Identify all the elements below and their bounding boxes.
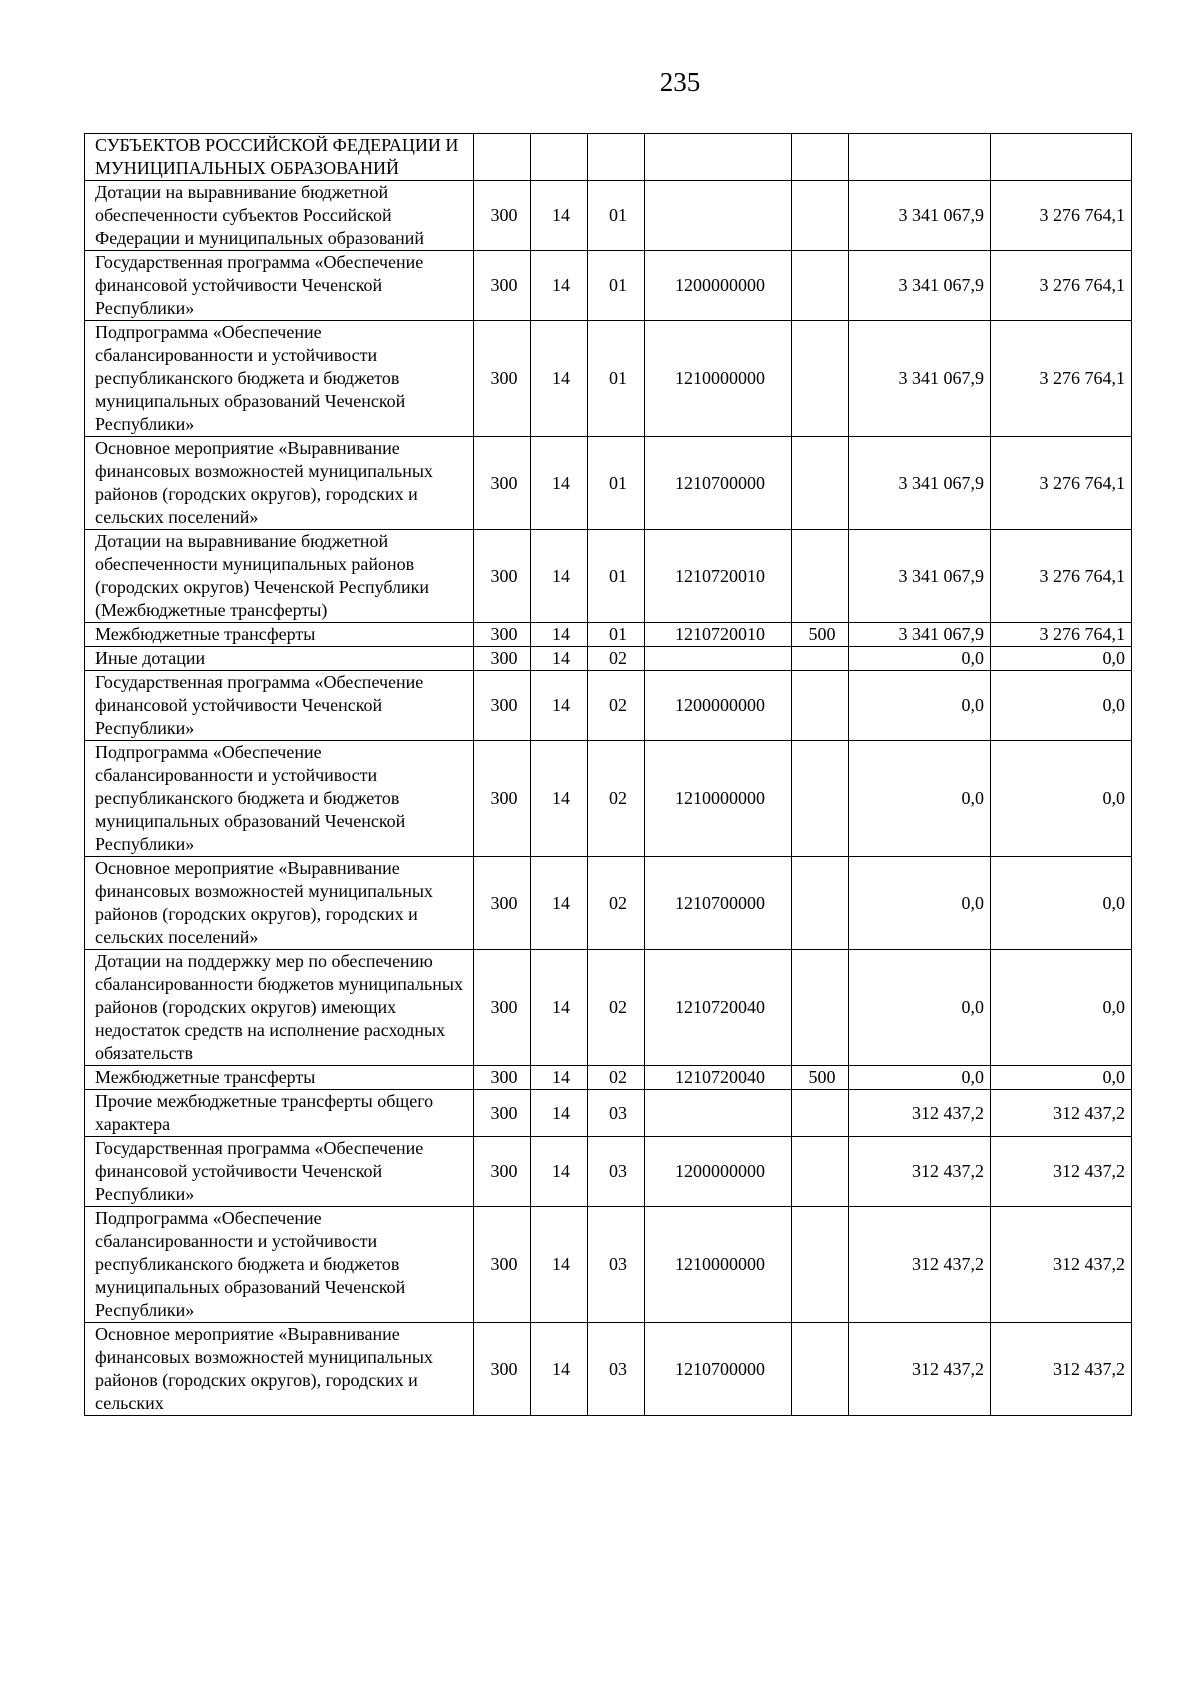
table-row [85,134,1132,181]
target-article-code-cell: 1210720040 [645,950,792,1066]
item-name-cell: Дотации на выравнивание бюджетной обеспеченности муниципальных районов (городских округов) Чеченской Республики (Межбюджетные трансферты) [85,530,474,623]
ministry-code-cell: 300 [474,623,531,647]
ministry-code-cell: 300 [474,251,531,321]
section-code-cell: 14 [531,671,588,741]
table-row [85,321,1132,437]
expense-type-code-cell [792,321,849,437]
table-row [85,1090,1132,1137]
table-row [85,671,1132,741]
table-row [85,181,1132,251]
target-article-code-cell: 1210700000 [645,857,792,950]
expense-type-code-cell [792,741,849,857]
subsection-code-cell: 03 [588,1137,645,1207]
target-article-code-cell: 1210720040 [645,1066,792,1090]
item-name-cell: СУБЪЕКТОВ РОССИЙСКОЙ ФЕДЕРАЦИИ И МУНИЦИПАЛЬНЫХ ОБРАЗОВАНИЙ [85,134,474,181]
subsection-code-cell: 01 [588,623,645,647]
expense-type-code-cell [792,1323,849,1416]
page-number: 235 [659,67,701,97]
table-row [85,1066,1132,1090]
section-code-cell: 14 [531,1090,588,1137]
subsection-code-cell: 02 [588,1066,645,1090]
target-article-code-cell: 1210700000 [645,437,792,530]
amount-year2-cell: 312 437,2 [991,1323,1132,1416]
section-code-cell [531,134,588,181]
subsection-code-cell: 03 [588,1207,645,1323]
amount-year1-cell: 0,0 [849,1066,991,1090]
section-code-cell: 14 [531,437,588,530]
section-code-cell: 14 [531,251,588,321]
target-article-code-cell: 1200000000 [645,251,792,321]
expense-type-code-cell [792,1207,849,1323]
expense-type-code-cell [792,181,849,251]
item-name-cell: Межбюджетные трансферты [85,623,474,647]
ministry-code-cell: 300 [474,437,531,530]
item-name-cell: Иные дотации [85,647,474,671]
section-code-cell: 14 [531,647,588,671]
ministry-code-cell: 300 [474,1090,531,1137]
item-name-cell: Государственная программа «Обеспечение финансовой устойчивости Чеченской Республики» [85,671,474,741]
expense-type-code-cell [792,950,849,1066]
expense-type-code-cell [792,437,849,530]
ministry-code-cell: 300 [474,1207,531,1323]
target-article-code-cell: 1210000000 [645,741,792,857]
amount-year1-cell: 0,0 [849,857,991,950]
item-name-cell: Межбюджетные трансферты [85,1066,474,1090]
amount-year2-cell: 3 276 764,1 [991,437,1132,530]
subsection-code-cell: 02 [588,647,645,671]
amount-year2-cell [991,134,1132,181]
item-name-cell: Дотации на поддержку мер по обеспечению сбалансированности бюджетов муниципальных районов (городских округов) имеющих недостаток средств на исполнение расходных обязательств [85,950,474,1066]
expense-type-code-cell [792,647,849,671]
ministry-code-cell: 300 [474,181,531,251]
section-code-cell: 14 [531,857,588,950]
amount-year2-cell: 3 276 764,1 [991,321,1132,437]
budget-table [84,133,1132,1416]
target-article-code-cell [645,181,792,251]
amount-year2-cell: 0,0 [991,857,1132,950]
amount-year2-cell: 312 437,2 [991,1090,1132,1137]
amount-year2-cell: 0,0 [991,647,1132,671]
target-article-code-cell: 1200000000 [645,1137,792,1207]
target-article-code-cell [645,1090,792,1137]
amount-year1-cell: 3 341 067,9 [849,181,991,251]
section-code-cell: 14 [531,530,588,623]
subsection-code-cell: 02 [588,857,645,950]
amount-year1-cell: 312 437,2 [849,1137,991,1207]
item-name-cell: Государственная программа «Обеспечение финансовой устойчивости Чеченской Республики» [85,1137,474,1207]
amount-year2-cell: 3 276 764,1 [991,251,1132,321]
target-article-code-cell: 1210000000 [645,1207,792,1323]
item-name-cell: Основное мероприятие «Выравнивание финансовых возможностей муниципальных районов (городских округов), городских и сельских поселений» [85,857,474,950]
subsection-code-cell: 03 [588,1090,645,1137]
subsection-code-cell: 01 [588,181,645,251]
ministry-code-cell: 300 [474,741,531,857]
subsection-code-cell: 01 [588,321,645,437]
section-code-cell: 14 [531,181,588,251]
subsection-code-cell: 02 [588,671,645,741]
amount-year1-cell: 3 341 067,9 [849,251,991,321]
expense-type-code-cell [792,134,849,181]
amount-year1-cell: 0,0 [849,741,991,857]
table-row [85,647,1132,671]
table-row [85,1323,1132,1416]
subsection-code-cell: 01 [588,251,645,321]
ministry-code-cell: 300 [474,671,531,741]
subsection-code-cell: 01 [588,437,645,530]
amount-year1-cell: 0,0 [849,950,991,1066]
ministry-code-cell: 300 [474,647,531,671]
expense-type-code-cell [792,671,849,741]
amount-year2-cell: 0,0 [991,741,1132,857]
target-article-code-cell: 1210720010 [645,530,792,623]
ministry-code-cell: 300 [474,857,531,950]
ministry-code-cell [474,134,531,181]
item-name-cell: Основное мероприятие «Выравнивание финансовых возможностей муниципальных районов (городских округов), городских и сельских поселений» [85,437,474,530]
subsection-code-cell: 02 [588,950,645,1066]
item-name-cell: Основное мероприятие «Выравнивание финансовых возможностей муниципальных районов (городских округов), городских и сельских [85,1323,474,1416]
table-row [85,950,1132,1066]
subsection-code-cell: 02 [588,741,645,857]
section-code-cell: 14 [531,950,588,1066]
ministry-code-cell: 300 [474,950,531,1066]
item-name-cell: Дотации на выравнивание бюджетной обеспеченности субъектов Российской Федерации и муниципальных образований [85,181,474,251]
amount-year2-cell: 0,0 [991,950,1132,1066]
target-article-code-cell: 1210700000 [645,1323,792,1416]
amount-year2-cell: 3 276 764,1 [991,530,1132,623]
expense-type-code-cell [792,857,849,950]
amount-year1-cell: 312 437,2 [849,1323,991,1416]
item-name-cell: Подпрограмма «Обеспечение сбалансированности и устойчивости республиканского бюджета и бюджетов муниципальных образований Чеченской Республики» [85,1207,474,1323]
amount-year2-cell: 0,0 [991,1066,1132,1090]
table-row [85,857,1132,950]
subsection-code-cell [588,134,645,181]
expense-type-code-cell: 500 [792,623,849,647]
amount-year1-cell: 312 437,2 [849,1090,991,1137]
section-code-cell: 14 [531,1207,588,1323]
ministry-code-cell: 300 [474,321,531,437]
target-article-code-cell: 1210000000 [645,321,792,437]
subsection-code-cell: 01 [588,530,645,623]
section-code-cell: 14 [531,623,588,647]
amount-year2-cell: 312 437,2 [991,1137,1132,1207]
target-article-code-cell: 1200000000 [645,671,792,741]
table-row [85,437,1132,530]
amount-year1-cell [849,134,991,181]
item-name-cell: Государственная программа «Обеспечение финансовой устойчивости Чеченской Республики» [85,251,474,321]
ministry-code-cell: 300 [474,1066,531,1090]
amount-year1-cell: 0,0 [849,671,991,741]
target-article-code-cell [645,134,792,181]
amount-year2-cell: 312 437,2 [991,1207,1132,1323]
ministry-code-cell: 300 [474,1137,531,1207]
amount-year1-cell: 0,0 [849,647,991,671]
target-article-code-cell [645,647,792,671]
ministry-code-cell: 300 [474,1323,531,1416]
section-code-cell: 14 [531,1066,588,1090]
amount-year2-cell: 3 276 764,1 [991,181,1132,251]
expense-type-code-cell [792,1137,849,1207]
amount-year1-cell: 3 341 067,9 [849,437,991,530]
item-name-cell: Прочие межбюджетные трансферты общего характера [85,1090,474,1137]
table-row [85,1207,1132,1323]
item-name-cell: Подпрограмма «Обеспечение сбалансированности и устойчивости республиканского бюджета и бюджетов муниципальных образований Чеченской Республики» [85,741,474,857]
expense-type-code-cell [792,1090,849,1137]
target-article-code-cell: 1210720010 [645,623,792,647]
section-code-cell: 14 [531,321,588,437]
expense-type-code-cell [792,251,849,321]
section-code-cell: 14 [531,1323,588,1416]
amount-year1-cell: 312 437,2 [849,1207,991,1323]
expense-type-code-cell: 500 [792,1066,849,1090]
ministry-code-cell: 300 [474,530,531,623]
amount-year1-cell: 3 341 067,9 [849,530,991,623]
amount-year2-cell: 3 276 764,1 [991,623,1132,647]
expense-type-code-cell [792,530,849,623]
amount-year1-cell: 3 341 067,9 [849,623,991,647]
table-row [85,623,1132,647]
amount-year1-cell: 3 341 067,9 [849,321,991,437]
table-row [85,530,1132,623]
table-row [85,251,1132,321]
table-row [85,1137,1132,1207]
table-row [85,741,1132,857]
section-code-cell: 14 [531,1137,588,1207]
item-name-cell: Подпрограмма «Обеспечение сбалансированности и устойчивости республиканского бюджета и бюджетов муниципальных образований Чеченской Республики» [85,321,474,437]
section-code-cell: 14 [531,741,588,857]
amount-year2-cell: 0,0 [991,671,1132,741]
subsection-code-cell: 03 [588,1323,645,1416]
